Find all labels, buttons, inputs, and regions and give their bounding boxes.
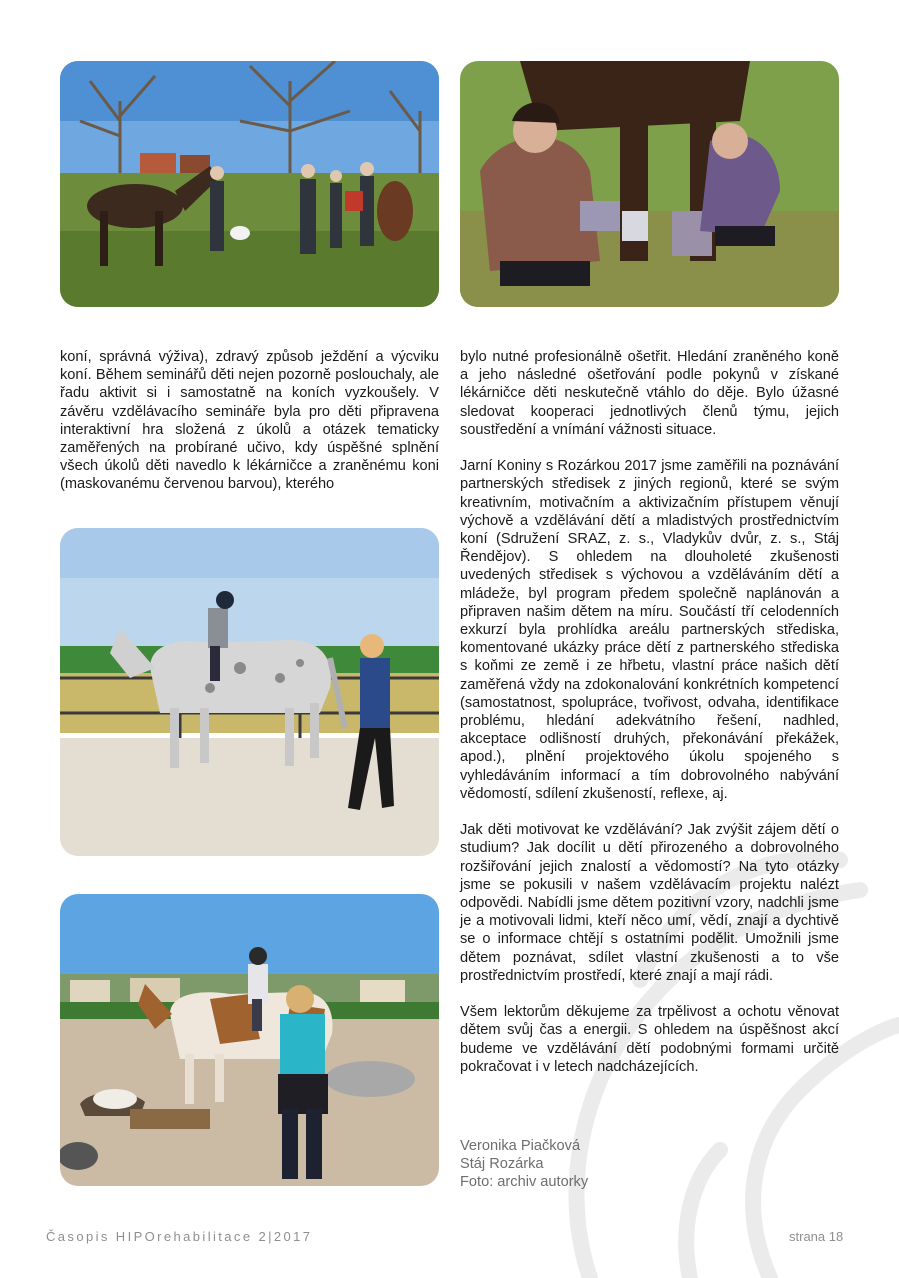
article-paragraph: koní, správná výživa), zdravý způsob ježdění a výcviku koní. Během seminářů děti nejen pozorně poslouchaly, ale řadu aktivit si i samostatně na koních vyzkoušely. V závěru vzdělávacího semináře byla pro děti připravena interaktivní hra složená z úkolů a otázek tematicky zaměřených na probírané učivo, kdy úspěšné splnění všech úkolů děti navedlo k lékárničce a zraněnému koni (maskovanému červenou barvou), kterého [60, 349, 439, 493]
article-paragraph: Všem lektorům děkujeme za trpělivost a ochotu věnovat dětem svůj čas a energii. S ohledem na úspěšnost akcí budeme ve vzdělávání dětí podobnými formami určitě pokračovat i v letech nadcházejících. [460, 1004, 839, 1075]
footer-page-number: strana 18 [789, 1229, 844, 1244]
article-left-column [60, 348, 439, 494]
article-right-column [460, 348, 839, 1076]
footer-magazine-title: Časopis HIPOrehabilitace 2|2017 [46, 1229, 313, 1244]
photo-bandaging-horse-leg [460, 61, 839, 307]
photo-child-on-paint-horse-with-dog [60, 894, 439, 1186]
author-signature [460, 1137, 588, 1192]
author-name: Veronika Piačková [460, 1138, 581, 1154]
photo-credit: Foto: archiv autorky [460, 1174, 589, 1191]
photo-children-with-horses-field [60, 61, 439, 307]
photo-child-riding-grey-horse [60, 528, 439, 856]
article-paragraph: Jarní Koniny s Rozárkou 2017 jsme zaměřili na poznávání partnerských středisek z jiných regionů, které se svým kreativním, motivačním a aktivizačním přístupem věnují výchově a vzdělávání dětí a mladistvých prostřednictvím koní (Sdružení SRAZ, z. s., Vladykův dvůr, z. s., Stáj Řendějov). S ohledem na dlouholeté zkušenosti uvedených středisek s výchovou a vzděláváním dětí a mládeže, byl program předem společně naplánován a připraven našim dětem na míru. Součástí tří celodenních exkurzí byla prohlídka areálu partnerských střediska, komentované ukázky práce dětí z partnerského střediska s koňmi ze země i ze hřbetu, vlastní práce našich dětí zaměřená vždy na zdokonalování konkrétních kompetencí (samostatnost, spolupráce, tvořivost, odvaha, identifikace problému, hledání adekvátního řešení, nadhled, akceptace odlišností druhých, překonávání překážek, apod.), plnění projektového úkolu spojeného s vyhledáváním informací a tím dobrovolného nabývání vědomostí, sdílení zkušeností, reflexe, aj. [460, 458, 839, 802]
article-paragraph: Jak děti motivovat ke vzdělávání? Jak zvýšit zájem dětí o studium? Jak docílit u dětí přirozeného a dobrovolného rozšiřování jejich znalostí a vědomostí? Na tyto otázky jsme se pokusili v našem vzdělávacím projektu nalézt odpovědi. Nabídli jsme dětem pozitivní vzory, nadchli jsme je a motivovali lidmi, kteří něco umí, vědí, znají a dychtivě se o informace chtějí s ostatními podělit. Umožnili jsme dětem poznávat, sdílet vlastní zkušenosti a to vše prostřednictvím prostředí, které znají a mají rádi. [460, 822, 839, 984]
author-organization: Stáj Rozárka [460, 1156, 544, 1173]
article-paragraph: bylo nutné profesionálně ošetřit. Hledání zraněného koně a jeho následné ošetřování podle pokynů v získané lékárničce děti neskutečně vtáhlo do děje. Bylo úžasné sledovat kooperaci jednotlivých členů týmu, jejich soustředění a vnímání vážnosti situace. [460, 349, 839, 438]
